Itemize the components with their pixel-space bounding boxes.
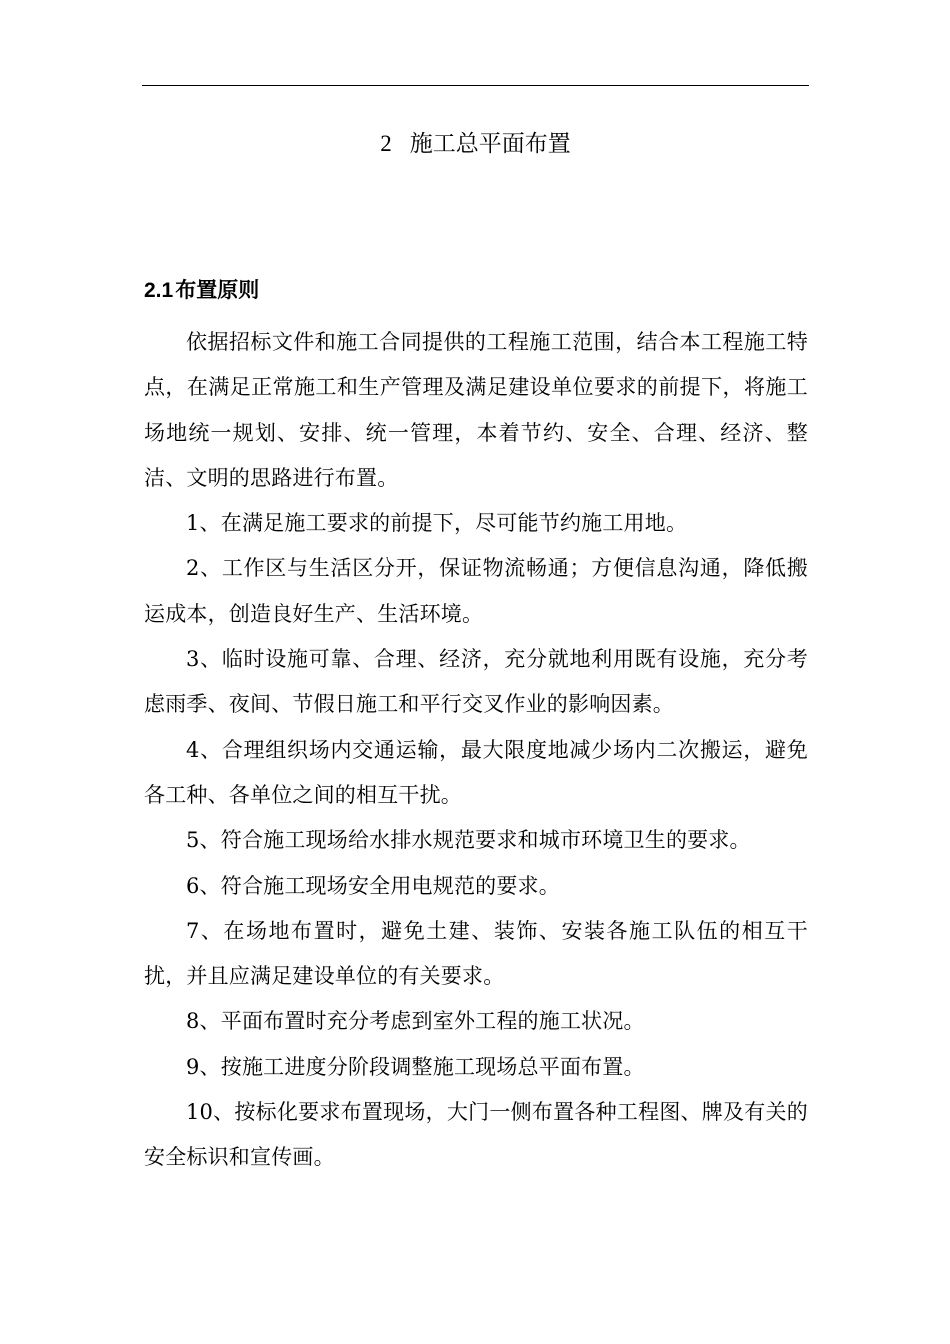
chapter-title (142, 124, 809, 164)
principle-item: 9、按施工进度分阶段调整施工现场总平面布置。 (186, 1054, 645, 1079)
principle-item: 7、在场地布置时，避免土建、装饰、安装各施工队伍的相互干扰，并且应满足建设单位的有关要求。 (144, 918, 808, 989)
chapter-title-text: 施工总平面布置 (409, 131, 571, 157)
section-number: 2.1 (144, 279, 174, 302)
principle-item: 3、临时设施可靠、合理、经济，充分就地利用既有设施，充分考虑雨季、夜间、节假日施工和平行交叉作业的影响因素。 (144, 647, 808, 717)
header-rule (142, 85, 809, 86)
section-title-text: 布置原则 (175, 278, 260, 302)
chapter-number: 2 (380, 131, 392, 156)
principle-item: 4、合理组织场内交通运输，最大限度地减少场内二次搬运，避免各工种、各单位之间的相互干扰。 (144, 737, 808, 807)
principle-item: 2、工作区与生活区分开，保证物流畅通；方便信息沟通，降低搬运成本，创造良好生产、生活环境。 (144, 556, 808, 626)
body-text (144, 320, 808, 1181)
principle-item: 8、平面布置时充分考虑到室外工程的施工状况。 (186, 1009, 645, 1034)
principle-item: 5、符合施工现场给水排水规范要求和城市环境卫生的要求。 (186, 828, 751, 853)
principle-item: 10、按标化要求布置现场，大门一侧布置各种工程图、牌及有关的安全标识和宣传画。 (144, 1100, 808, 1170)
principle-item: 1、在满足施工要求的前提下，尽可能节约施工用地。 (186, 511, 688, 536)
section-heading (144, 272, 259, 309)
principle-item: 6、符合施工现场安全用电规范的要求。 (186, 873, 560, 898)
intro-paragraph: 依据招标文件和施工合同提供的工程施工范围，结合本工程施工特点，在满足正常施工和生产管理及满足建设单位要求的前提下，将施工场地统一规划、安排、统一管理，本着节约、安全、合理、经济、整洁、文明的思路进行布置。 (144, 330, 808, 490)
